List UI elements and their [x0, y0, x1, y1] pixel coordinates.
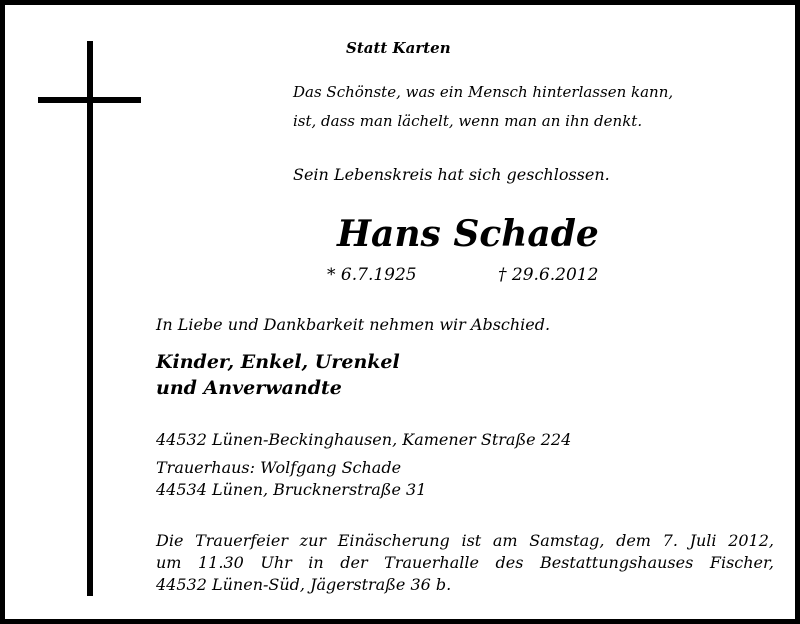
address-line: 44532 Lünen-Beckinghausen, Kamener Straße 224	[156, 430, 572, 449]
farewell-text: In Liebe und Dankbarkeit nehmen wir Abschied.	[156, 315, 551, 334]
death-date: † 29.6.2012	[498, 265, 599, 285]
family-line-1: Kinder, Enkel, Urenkel	[156, 351, 400, 373]
service-line-1: Die Trauerfeier zur Einäscherung ist am Samstag, dem 7. Juli 2012,	[156, 531, 774, 550]
birth-date: * 6.7.1925	[327, 265, 417, 285]
quote-line-2: ist, dass man lächelt, wenn man an ihn denkt.	[293, 112, 643, 130]
mourning-house-line-1: Trauerhaus: Wolfgang Schade	[156, 458, 402, 477]
deceased-name: Hans Schade	[337, 213, 599, 255]
header-statt-karten: Statt Karten	[346, 39, 451, 57]
quote-line-1: Das Schönste, was ein Mensch hinterlassen kann,	[293, 83, 674, 101]
service-line-3: 44532 Lünen-Süd, Jägerstraße 36 b.	[156, 575, 452, 594]
cross-vertical-bar	[87, 41, 93, 596]
family-line-2: und Anverwandte	[156, 377, 342, 399]
mourning-house-line-2: 44534 Lünen, Brucknerstraße 31	[156, 480, 427, 499]
service-info	[156, 530, 774, 596]
cross-horizontal-bar	[38, 97, 141, 103]
service-line-2: um 11.30 Uhr in der Trauerhalle des Bestattungshauses Fischer,	[156, 553, 774, 572]
motto: Sein Lebenskreis hat sich geschlossen.	[293, 165, 610, 184]
